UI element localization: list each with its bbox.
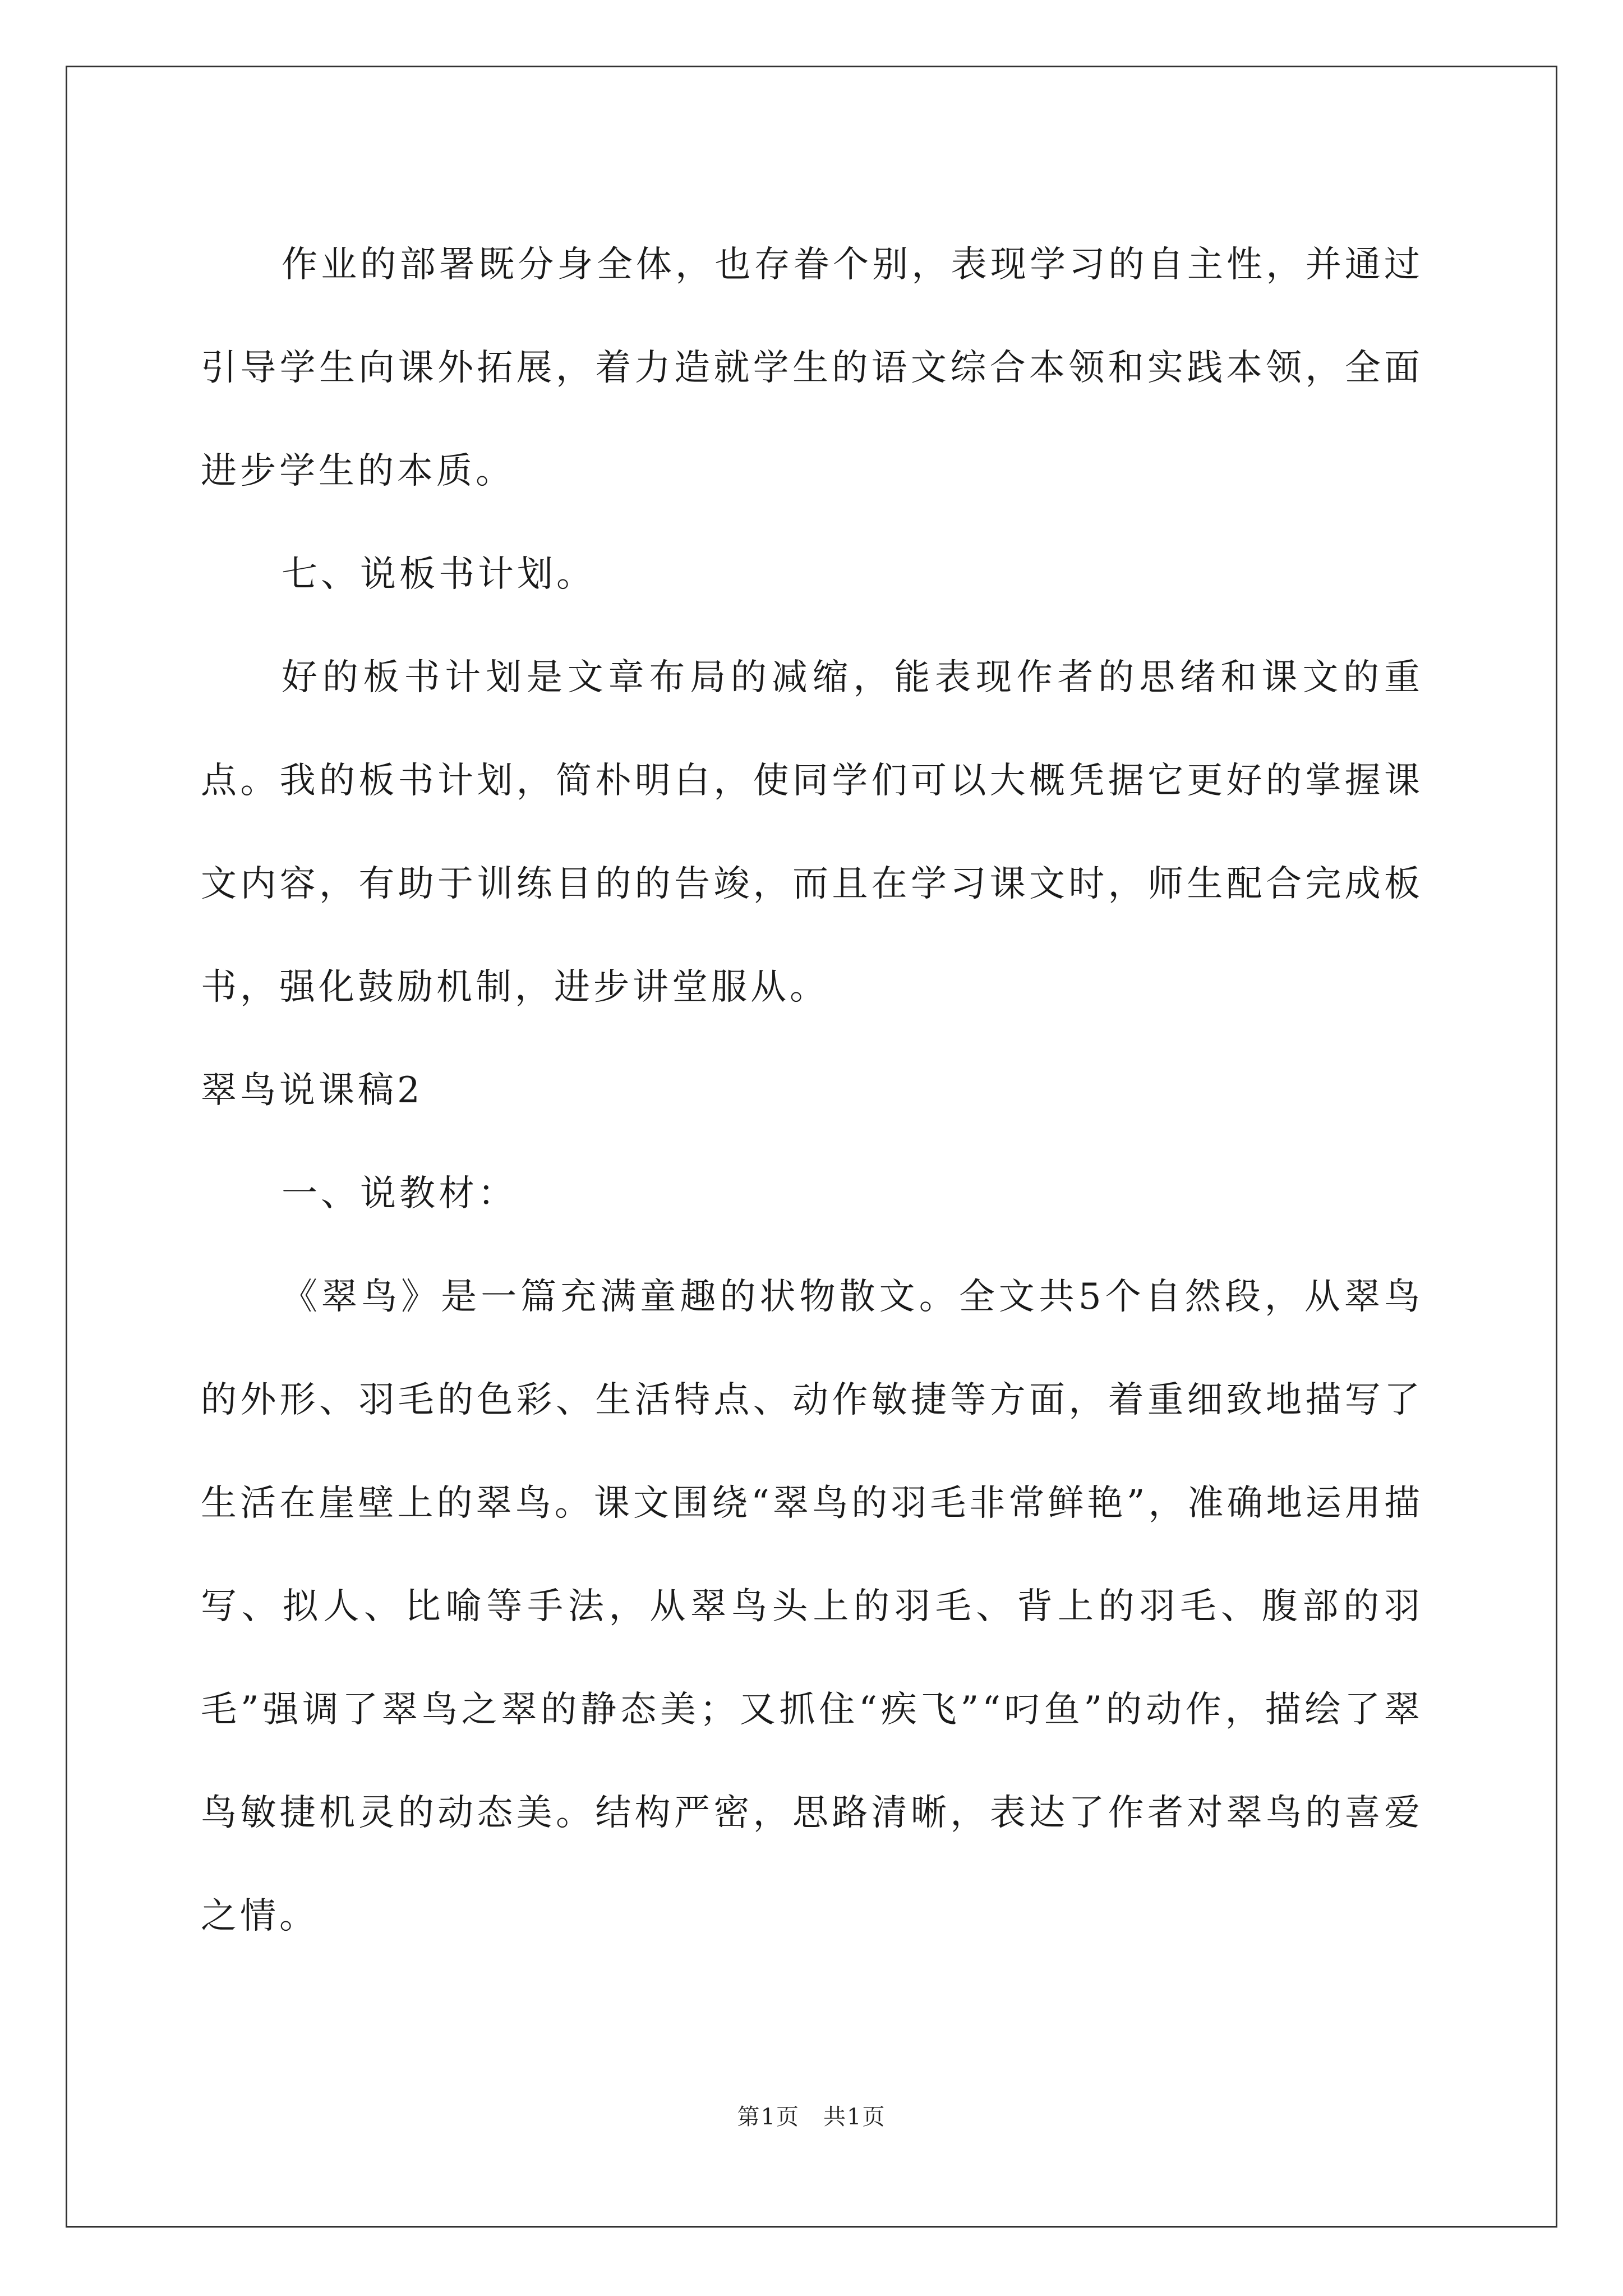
document-title: 翠鸟说课稿2	[201, 1070, 423, 1111]
paragraph-homework: 作业的部署既分身全体，也存眷个别，表现学习的自主性，并通过引导学生向课外拓展，着力造就学生的语文综合本领和实践本领，全面进步学生的本质。	[201, 244, 1423, 492]
section-heading-textbook: 一、说教材：	[282, 1173, 517, 1214]
paragraph-blackboard-plan: 好的板书计划是文章布局的减缩，能表现作者的思绪和课文的重点。我的板书计划，简朴明白，使同学们可以大概凭据它更好的掌握课文内容，有助于训练目的的告竣，而且在学习课文时，师生配合完成板书，强化鼓励机制，进步讲堂服从。	[201, 657, 1423, 1008]
page-number-footer: 第1页 共1页	[737, 2104, 886, 2130]
paragraph-textbook: 《翠鸟》是一篇充满童趣的状物散文。全文共5个自然段，从翠鸟的外形、羽毛的色彩、生活特点、动作敏捷等方面，着重细致地描写了生活在崖壁上的翠鸟。课文围绕“翠鸟的羽毛非常鲜艳”，准确地运用描写、拟人、比喻等手法，从翠鸟头上的羽毛、背上的羽毛、腹部的羽毛”强调了翠鸟之翠的静态美；又抓住“疾飞”“叼鱼”的动作，描绘了翠鸟敏捷机灵的动态美。结构严密，思路清晰，表达了作者对翠鸟的喜爱之情。	[201, 1276, 1423, 1937]
section-heading-blackboard: 七、说板书计划。	[282, 554, 596, 595]
document-body	[201, 213, 1423, 1968]
